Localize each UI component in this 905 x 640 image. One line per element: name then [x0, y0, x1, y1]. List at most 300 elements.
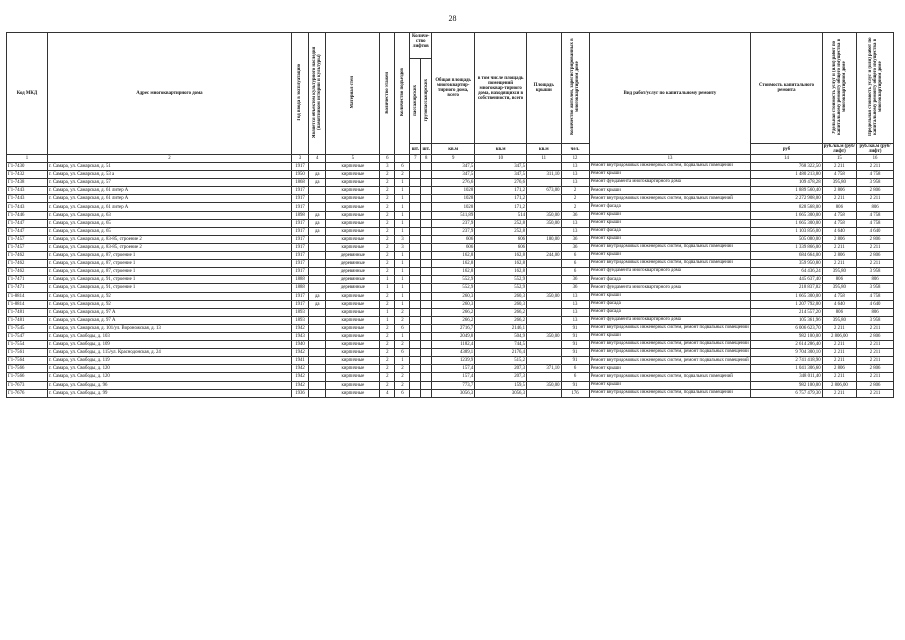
- table-cell: г. Самара, ул. Самарская, д. 51: [48, 163, 292, 171]
- table-cell: да: [309, 211, 326, 219]
- table-cell: деревянные: [326, 276, 380, 284]
- table-cell: 13: [561, 179, 589, 187]
- table-cell: г. Самара, ул. Самарская, д. 65: [48, 219, 292, 227]
- table-cell: 806: [857, 308, 894, 316]
- table-header: [7, 33, 894, 163]
- table-cell: кирпичные: [326, 349, 380, 357]
- header-heritage: Является объектом культурного наследия (памятником истории и культуры): [309, 33, 326, 155]
- table-cell: 1917: [291, 268, 308, 276]
- table-cell: 2 806: [857, 187, 894, 195]
- table-cell: Ремонт фасада: [589, 300, 751, 308]
- table-cell: Ремонт внутридомовых инженерных систем, подвальных помещений: [589, 389, 751, 397]
- table-cell: [527, 268, 562, 276]
- unit-pcs-2: шт.: [421, 144, 432, 155]
- table-cell: [421, 260, 432, 268]
- table-cell: [309, 308, 326, 316]
- table-cell: 2: [395, 341, 410, 349]
- table-cell: 3056,3: [432, 389, 475, 397]
- table-cell: 371,10: [527, 365, 562, 373]
- table-row: [7, 381, 894, 389]
- table-cell: [421, 292, 432, 300]
- table-cell: Г1-7481: [7, 316, 48, 324]
- table-cell: [421, 365, 432, 373]
- table-cell: 266,2: [475, 316, 527, 324]
- table-cell: г. Самара, ул. Самарская, д. 97 А: [48, 316, 292, 324]
- table-cell: 4 758: [857, 171, 894, 179]
- table-cell: [309, 316, 326, 324]
- header-unit-cost: Удельная стоимость услуг и (или) работ по капитальному ремонту общего имущества в многоквартирном доме: [822, 33, 857, 144]
- table-cell: 13: [561, 292, 589, 300]
- table-cell: г. Самара, ул. Свободы, д. 99: [48, 389, 292, 397]
- table-cell: [421, 357, 432, 365]
- table-cell: 1868: [291, 179, 308, 187]
- table-cell: 36: [561, 276, 589, 284]
- table-cell: г. Самара, ул. Самарская, д. 87, строение 1: [48, 260, 292, 268]
- table-cell: 1 207 792,00: [751, 300, 822, 308]
- column-number: 2: [48, 155, 292, 163]
- table-cell: 2: [380, 219, 395, 227]
- table-cell: 2 211: [857, 324, 894, 332]
- table-row: [7, 324, 894, 332]
- table-cell: 1: [380, 276, 395, 284]
- table-cell: г. Самара, ул. Самарская, д. 63: [48, 211, 292, 219]
- table-cell: 2 741 418,90: [751, 357, 822, 365]
- table-cell: 1: [395, 219, 410, 227]
- table-cell: Г1-7438: [7, 179, 48, 187]
- table-cell: 2: [380, 203, 395, 211]
- table-cell: 1888: [291, 276, 308, 284]
- table-cell: [421, 308, 432, 316]
- table-cell: [527, 203, 562, 211]
- table-cell: кирпичные: [326, 211, 380, 219]
- table-cell: да: [309, 300, 326, 308]
- table-cell: 162,8: [475, 252, 527, 260]
- table-cell: 552,9: [475, 276, 527, 284]
- table-cell: Г1-7443: [7, 195, 48, 203]
- table-cell: г. Самара, ул. Самарская, д. 97 А: [48, 308, 292, 316]
- table-cell: 2: [561, 203, 589, 211]
- table-cell: [410, 219, 421, 227]
- table-cell: кирпичные: [326, 324, 380, 332]
- table-cell: 2: [395, 373, 410, 381]
- table-row: [7, 365, 894, 373]
- table-cell: 2 211: [857, 163, 894, 171]
- table-cell: 6: [561, 268, 589, 276]
- table-cell: деревянные: [326, 268, 380, 276]
- table-cell: кирпичные: [326, 243, 380, 251]
- table-cell: 505 080,00: [751, 235, 822, 243]
- table-cell: 13: [561, 171, 589, 179]
- table-cell: 2: [380, 300, 395, 308]
- table-row: [7, 316, 894, 324]
- table-cell: 2: [380, 349, 395, 357]
- column-number: 9: [432, 155, 475, 163]
- table-cell: Г1-8814: [7, 292, 48, 300]
- column-number: 4: [309, 155, 326, 163]
- table-cell: 3056,3: [475, 389, 527, 397]
- table-cell: 266,2: [432, 308, 475, 316]
- table-cell: 806: [857, 276, 894, 284]
- table-cell: кирпичные: [326, 308, 380, 316]
- table-cell: 3 958: [857, 316, 894, 324]
- table-cell: Ремонт крыши: [589, 171, 751, 179]
- table-cell: 1942: [291, 365, 308, 373]
- table-cell: 2: [395, 308, 410, 316]
- table-cell: 91: [561, 357, 589, 365]
- table-cell: кирпичные: [326, 341, 380, 349]
- table-cell: 2 211: [857, 357, 894, 365]
- unit-rub-m-2: руб./кв.м (руб/лифт): [857, 144, 894, 155]
- table-cell: 445 637,40: [751, 276, 822, 284]
- table-cell: 806: [857, 203, 894, 211]
- table-cell: 1: [395, 179, 410, 187]
- table-cell: 2049,8: [432, 332, 475, 340]
- table-cell: Ремонт внутридомовых инженерных систем, подвальных помещений: [589, 243, 751, 251]
- table-cell: 395,80: [822, 316, 857, 324]
- table-cell: Г1-7457: [7, 243, 48, 251]
- table-row: [7, 292, 894, 300]
- table-cell: 6: [561, 365, 589, 373]
- table-cell: 276,6: [475, 179, 527, 187]
- table-cell: 515,2: [475, 357, 527, 365]
- table-cell: 4 758: [822, 219, 857, 227]
- table-cell: 606: [432, 235, 475, 243]
- table-cell: Г1-7471: [7, 284, 48, 292]
- table-cell: 2 211: [822, 324, 857, 332]
- table-cell: [410, 235, 421, 243]
- table-row: [7, 373, 894, 381]
- header-year: Год ввода в эксплуатацию: [291, 33, 308, 155]
- table-cell: 2: [395, 381, 410, 389]
- table-cell: 4 758: [857, 219, 894, 227]
- table-cell: 350,00: [527, 219, 562, 227]
- table-cell: [309, 349, 326, 357]
- table-cell: 13: [561, 300, 589, 308]
- table-cell: кирпичные: [326, 365, 380, 373]
- table-cell: 91: [561, 324, 589, 332]
- table-cell: 395,80: [822, 284, 857, 292]
- table-cell: г. Самара, ул. Свободы, д. 103: [48, 332, 292, 340]
- table-cell: [410, 227, 421, 235]
- table-cell: [410, 187, 421, 195]
- table-cell: 6 006 623,70: [751, 324, 822, 332]
- unit-people: чел.: [561, 144, 589, 155]
- table-cell: Г1-8814: [7, 300, 48, 308]
- table-cell: [527, 300, 562, 308]
- table-cell: [421, 276, 432, 284]
- column-number: 7: [410, 155, 421, 163]
- table-cell: 4 640: [857, 300, 894, 308]
- table-cell: 511,89: [432, 211, 475, 219]
- table-cell: [410, 163, 421, 171]
- table-cell: 773,7: [432, 381, 475, 389]
- table-cell: 237,9: [432, 227, 475, 235]
- capital-repair-table: [6, 32, 894, 398]
- column-number: 5: [326, 155, 380, 163]
- table-cell: 2: [561, 195, 589, 203]
- table-cell: да: [309, 171, 326, 179]
- table-cell: 207,3: [475, 373, 527, 381]
- table-cell: 2716,7: [432, 324, 475, 332]
- table-cell: 2 211: [857, 195, 894, 203]
- table-cell: [527, 195, 562, 203]
- table-cell: 2: [380, 187, 395, 195]
- table-cell: [421, 252, 432, 260]
- table-cell: 350,00: [527, 211, 562, 219]
- table-cell: 252,8: [475, 227, 527, 235]
- table-cell: 1 339 866,00: [751, 243, 822, 251]
- capital-repair-table-wrapper: [6, 32, 894, 398]
- table-cell: кирпичные: [326, 187, 380, 195]
- table-cell: [421, 373, 432, 381]
- table-cell: 684 664,00: [751, 252, 822, 260]
- table-cell: г. Самара, ул. Свободы, д. 109: [48, 341, 292, 349]
- table-cell: 1917: [291, 260, 308, 268]
- table-cell: 13: [561, 316, 589, 324]
- table-cell: 1: [395, 195, 410, 203]
- table-cell: Ремонт фундамента многоквартирного дома: [589, 316, 751, 324]
- column-number: 13: [589, 155, 751, 163]
- table-cell: Г1-7462: [7, 268, 48, 276]
- table-cell: Г1-7447: [7, 219, 48, 227]
- table-cell: [309, 268, 326, 276]
- table-cell: 2 806: [857, 332, 894, 340]
- table-cell: 806: [822, 203, 857, 211]
- table-cell: [309, 252, 326, 260]
- table-cell: 2: [380, 252, 395, 260]
- table-cell: Ремонт внутридомовых инженерных систем, ремонт подвальных помещений: [589, 349, 751, 357]
- table-cell: 395,80: [822, 268, 857, 276]
- table-cell: 6: [395, 163, 410, 171]
- table-cell: кирпичные: [326, 235, 380, 243]
- table-row: [7, 357, 894, 365]
- table-body: [7, 163, 894, 398]
- column-number: 15: [822, 155, 857, 163]
- table-cell: Ремонт крыши: [589, 381, 751, 389]
- table-cell: [309, 284, 326, 292]
- table-cell: 2: [380, 332, 395, 340]
- table-cell: [410, 324, 421, 332]
- table-cell: 1: [395, 227, 410, 235]
- table-cell: 4 758: [822, 171, 857, 179]
- table-cell: 3: [395, 235, 410, 243]
- table-cell: 176: [561, 389, 589, 397]
- table-cell: [410, 195, 421, 203]
- table-cell: деревянные: [326, 252, 380, 260]
- table-cell: 237,9: [432, 219, 475, 227]
- table-cell: [309, 365, 326, 373]
- table-cell: 9 704 300,10: [751, 349, 822, 357]
- table-cell: 252,8: [475, 219, 527, 227]
- table-cell: Ремонт крыши: [589, 252, 751, 260]
- table-cell: 1941: [291, 357, 308, 365]
- table-cell: 1942: [291, 349, 308, 357]
- table-cell: 2 211: [857, 389, 894, 397]
- table-row: [7, 171, 894, 179]
- table-cell: Г1-7447: [7, 227, 48, 235]
- table-cell: [527, 163, 562, 171]
- table-cell: Ремонт фундамента многоквартирного дома: [589, 284, 751, 292]
- header-lifts-cargo: грузопассажирских: [423, 79, 429, 122]
- table-cell: [410, 365, 421, 373]
- table-row: [7, 268, 894, 276]
- table-row: [7, 219, 894, 227]
- header-residents: Количество жителей, зарегистрированных в многоквартирном доме: [561, 33, 589, 144]
- table-row: [7, 235, 894, 243]
- table-cell: Г1-7432: [7, 171, 48, 179]
- table-cell: [410, 357, 421, 365]
- table-cell: 1: [395, 332, 410, 340]
- table-cell: Г1-7547: [7, 332, 48, 340]
- table-cell: 552,9: [475, 284, 527, 292]
- table-cell: кирпичные: [326, 227, 380, 235]
- header-limit-cost: Предельная стоимость услуг и (или) работ по капитальному ремонту общего имущества в многоквартирном доме: [857, 33, 894, 144]
- table-cell: г. Самара, ул. Самарская, д. 87, строение 1: [48, 268, 292, 276]
- table-cell: 2: [380, 324, 395, 332]
- column-number: 8: [421, 155, 432, 163]
- table-cell: 1239,9: [432, 357, 475, 365]
- table-cell: 350,00: [527, 332, 562, 340]
- table-cell: 1 041 306,60: [751, 365, 822, 373]
- table-cell: 260,3: [475, 300, 527, 308]
- table-cell: Г1-7462: [7, 260, 48, 268]
- table-cell: 1: [395, 276, 410, 284]
- table-cell: 1950: [291, 171, 308, 179]
- table-cell: 2 211: [822, 243, 857, 251]
- table-cell: 1888: [291, 284, 308, 292]
- table-cell: 3 958: [857, 268, 894, 276]
- table-cell: Ремонт фасада: [589, 203, 751, 211]
- table-cell: 359 950,80: [751, 260, 822, 268]
- unit-m-2: кв.м: [475, 144, 527, 155]
- table-row: [7, 300, 894, 308]
- table-cell: кирпичные: [326, 219, 380, 227]
- table-cell: [527, 316, 562, 324]
- table-cell: да: [309, 219, 326, 227]
- table-cell: 2 211: [822, 260, 857, 268]
- table-cell: 2: [380, 292, 395, 300]
- table-cell: 109 478,28: [751, 179, 822, 187]
- table-cell: [410, 341, 421, 349]
- table-cell: 606: [475, 235, 527, 243]
- table-cell: 2: [380, 235, 395, 243]
- table-cell: 2 211: [822, 163, 857, 171]
- table-cell: г. Самара, ул. Свободы, д. 115/ул. Краснодонская, д. 24: [48, 349, 292, 357]
- table-cell: [421, 316, 432, 324]
- table-cell: 347,5: [475, 163, 527, 171]
- table-cell: да: [309, 292, 326, 300]
- column-number: 3: [291, 155, 308, 163]
- table-cell: 36: [561, 235, 589, 243]
- table-cell: [410, 332, 421, 340]
- table-cell: 806: [822, 308, 857, 316]
- table-cell: [410, 284, 421, 292]
- table-cell: 311,10: [527, 171, 562, 179]
- table-cell: деревянные: [326, 260, 380, 268]
- table-cell: Ремонт фасада: [589, 276, 751, 284]
- table-cell: [410, 276, 421, 284]
- table-cell: 207,3: [475, 365, 527, 373]
- table-cell: [527, 284, 562, 292]
- table-cell: 2 806: [822, 365, 857, 373]
- table-row: [7, 179, 894, 187]
- table-cell: 64 436,24: [751, 268, 822, 276]
- table-cell: [410, 260, 421, 268]
- table-cell: 606: [475, 243, 527, 251]
- table-cell: [421, 332, 432, 340]
- table-cell: 2 211: [857, 341, 894, 349]
- table-cell: 2: [395, 316, 410, 324]
- table-cell: 1917: [291, 227, 308, 235]
- table-cell: 162,8: [475, 260, 527, 268]
- table-cell: кирпичные: [326, 373, 380, 381]
- table-cell: 2 806: [822, 252, 857, 260]
- table-cell: 2 806: [857, 235, 894, 243]
- table-row: [7, 308, 894, 316]
- unit-rub-m-1: руб./кв.м (руб/лифт): [823, 144, 855, 154]
- table-cell: г. Самара, ул. Самарская, д. 57: [48, 179, 292, 187]
- table-cell: 162,8: [432, 260, 475, 268]
- table-cell: [410, 292, 421, 300]
- table-cell: Г1-7564: [7, 357, 48, 365]
- table-cell: [421, 243, 432, 251]
- table-cell: 1: [380, 308, 395, 316]
- table-cell: да: [309, 179, 326, 187]
- table-cell: 2 211: [822, 389, 857, 397]
- table-cell: 982 100,00: [751, 332, 822, 340]
- table-cell: [527, 389, 562, 397]
- table-row: [7, 195, 894, 203]
- table-cell: г. Самара, ул. Свободы, д. 119: [48, 357, 292, 365]
- table-cell: 91: [561, 332, 589, 340]
- table-cell: г. Самара, ул. Самарская, д. 83-85, строение 2: [48, 243, 292, 251]
- table-row: [7, 349, 894, 357]
- table-cell: 276,6: [432, 179, 475, 187]
- table-cell: 2 211: [822, 341, 857, 349]
- table-cell: 1: [395, 252, 410, 260]
- header-address: Адрес многоквартирного дома: [48, 33, 292, 155]
- table-cell: 1028: [432, 203, 475, 211]
- table-cell: 1917: [291, 292, 308, 300]
- table-cell: кирпичные: [326, 163, 380, 171]
- table-cell: 1028: [432, 187, 475, 195]
- table-cell: 171,2: [475, 203, 527, 211]
- table-cell: [421, 300, 432, 308]
- table-cell: 214 557,20: [751, 308, 822, 316]
- table-cell: Г1-7443: [7, 203, 48, 211]
- table-cell: [421, 163, 432, 171]
- table-cell: Ремонт крыши: [589, 219, 751, 227]
- table-cell: кирпичные: [326, 300, 380, 308]
- table-cell: 1893: [291, 316, 308, 324]
- table-cell: 180,00: [527, 235, 562, 243]
- table-cell: Ремонт крыши: [589, 211, 751, 219]
- table-cell: 2: [380, 357, 395, 365]
- table-cell: 2146,1: [475, 324, 527, 332]
- table-cell: 6: [561, 260, 589, 268]
- table-cell: [421, 171, 432, 179]
- table-cell: 13: [561, 227, 589, 235]
- table-cell: [421, 324, 432, 332]
- table-cell: Ремонт крыши: [589, 332, 751, 340]
- table-cell: 1: [395, 187, 410, 195]
- table-cell: 2: [395, 365, 410, 373]
- table-cell: [421, 381, 432, 389]
- table-cell: 1: [395, 284, 410, 292]
- table-cell: [421, 203, 432, 211]
- table-cell: 159,5: [475, 381, 527, 389]
- table-cell: 2 806: [822, 187, 857, 195]
